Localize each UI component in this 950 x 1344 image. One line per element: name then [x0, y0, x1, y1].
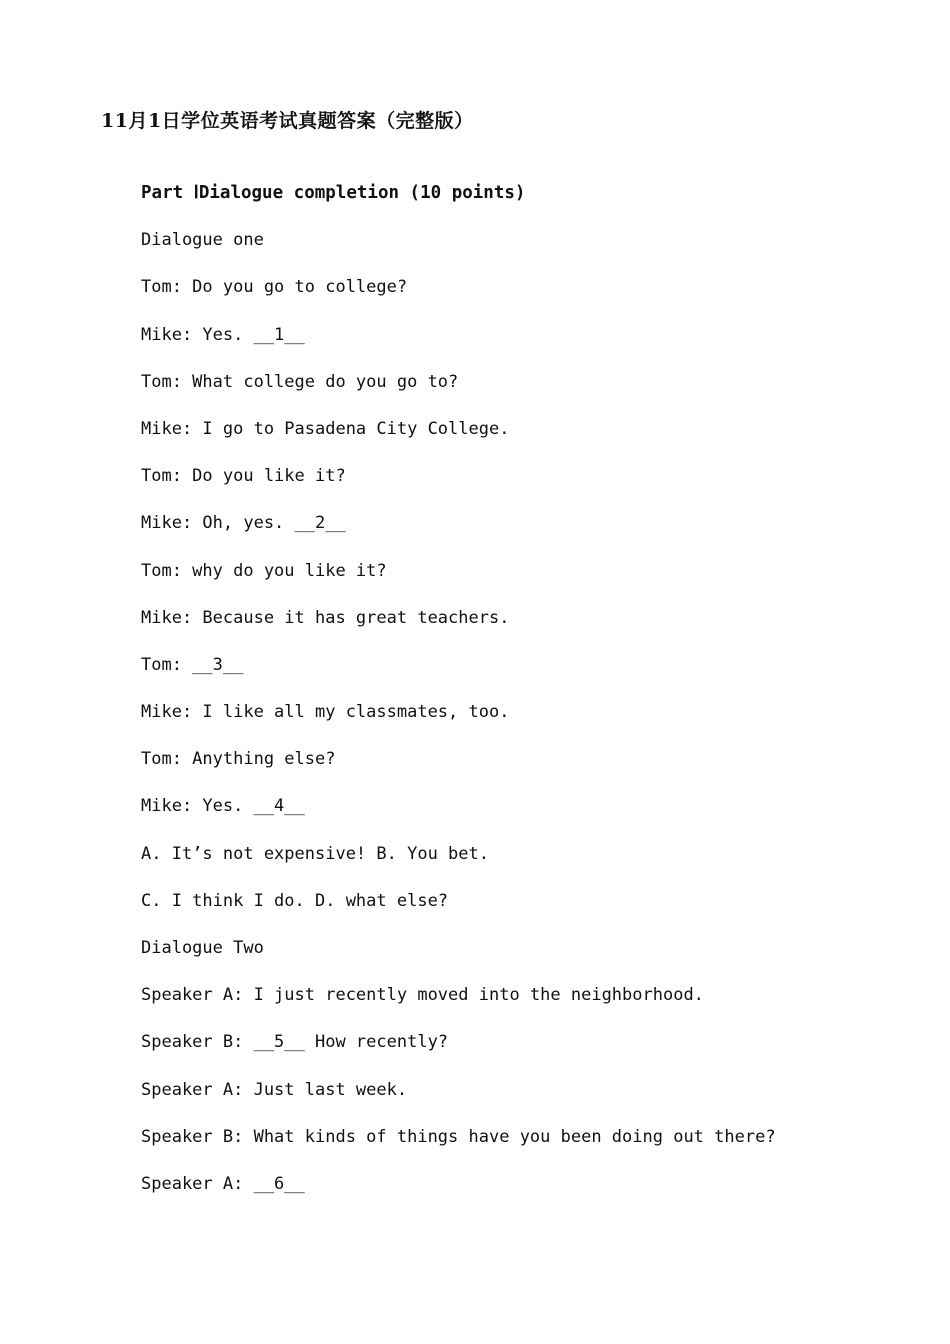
dialogue-line: Speaker B: What kinds of things have you been doing out there? [141, 1126, 776, 1147]
dialogue-line: Mike: Yes. __4__ [141, 796, 305, 817]
dialogue-line: Mike: I like all my classmates, too. [141, 702, 510, 723]
dialogue-line: Mike: Oh, yes. __2__ [141, 513, 346, 534]
dialogue-line: Tom: __3__ [141, 654, 244, 675]
dialogue-line: Mike: Yes. __1__ [141, 324, 305, 345]
dialogue-line: Tom: why do you like it? [141, 560, 387, 581]
answer-options: C. I think I do. D. what else? [141, 890, 449, 911]
dialogue-line: Mike: Because it has great teachers. [141, 607, 510, 628]
dialogue-line: Speaker A: I just recently moved into the neighborhood. [141, 985, 704, 1006]
dialogue-line: Speaker A: __6__ [141, 1173, 305, 1194]
dialogue-line: Tom: Do you like it? [141, 466, 346, 487]
dialogue-line: Tom: Anything else? [141, 749, 336, 770]
answer-options: A. It’s not expensive! B. You bet. [141, 843, 489, 864]
dialogue-line: Mike: I go to Pasadena City College. [141, 418, 510, 439]
section-heading-dialogue-two: Dialogue Two [141, 938, 264, 958]
dialogue-line: Tom: Do you go to college? [141, 277, 408, 298]
section-heading-dialogue-one: Dialogue one [141, 230, 264, 251]
document-body [141, 176, 921, 1214]
dialogue-line: Tom: What college do you go to? [141, 371, 459, 392]
dialogue-line: Speaker B: __5__ How recently? [141, 1032, 449, 1053]
part-heading: Part ⅠDialogue completion (10 points) [141, 183, 526, 203]
dialogue-line: Speaker A: Just last week. [141, 1079, 408, 1100]
document-title: 11月1日学位英语考试真题答案（完整版） [101, 110, 474, 132]
